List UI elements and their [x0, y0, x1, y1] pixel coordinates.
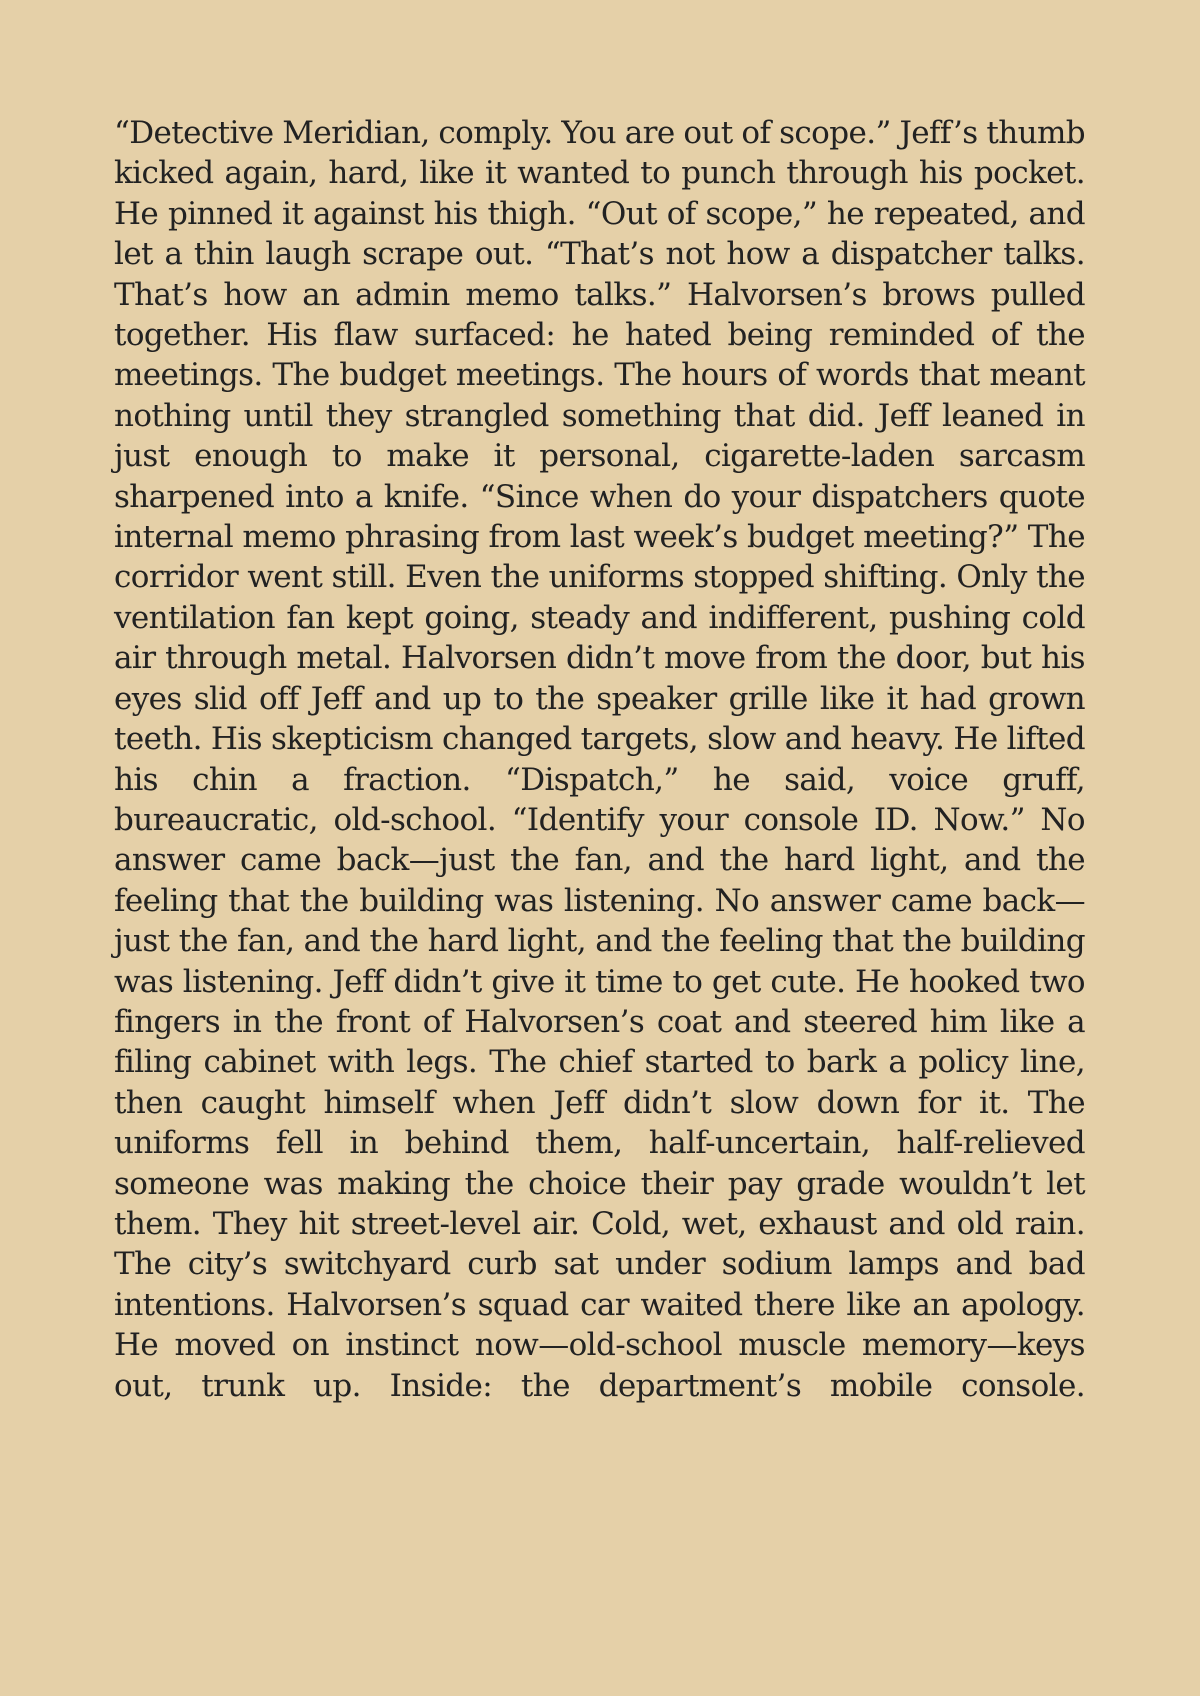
body-text: “Detective Meridian, comply. You are out of scope.” Jeff’s thumb kicked again, hard, like it wanted to punch through his pocket. He pinned it against his thigh. “Out of scope,” he repeated, and let a thin laugh scrape out. “That’s not how a dispatcher talks. That’s how an admin memo talks.” Halvorsen’s brows pulled together. His flaw surfaced: he hated being reminded of the meetings. The budget meetings. The hours of words that meant nothing until they strangled something that did. Jeff leaned in just enough to make it personal, cigarette-laden sarcasm sharpened into a knife. “Since when do your dispatchers quote internal memo phrasing from last week’s budget meeting?” The corridor went still. Even the uniforms stopped shifting. Only the ventilation fan kept going, steady and indifferent, pushing cold air through metal. Halvorsen didn’t move from the door, but his eyes slid off Jeff and up to the speaker grille like it had grown teeth. His skepticism changed targets, slow and heavy. He lifted his chin a fraction. “Dispatch,” he said, voice gruff, bureaucratic, old-school. “Identify your console ID. Now.” No answer came back—just the fan, and the hard light, and the feeling that the building was listening. No answer came back—just the fan, and the hard light, and the feeling that the building was listening. Jeff didn’t give it time to get cute. He hooked two fingers in the front of Halvorsen’s coat and steered him like a filing cabinet with legs. The chief started to bark a policy line, then caught himself when Jeff didn’t slow down for it. The uniforms fell in behind them, half-uncertain, half-relieved someone was making the choice their pay grade wouldn’t let them. They hit street-level air. Cold, wet, exhaust and old rain. The city’s switchyard curb sat under sodium lamps and bad intentions. Halvorsen’s squad car waited there like an apology. He moved on instinct now—old-school muscle memory—keys out, trunk up. Inside: the department’s mobile console. — [114, 115, 1085, 1404]
